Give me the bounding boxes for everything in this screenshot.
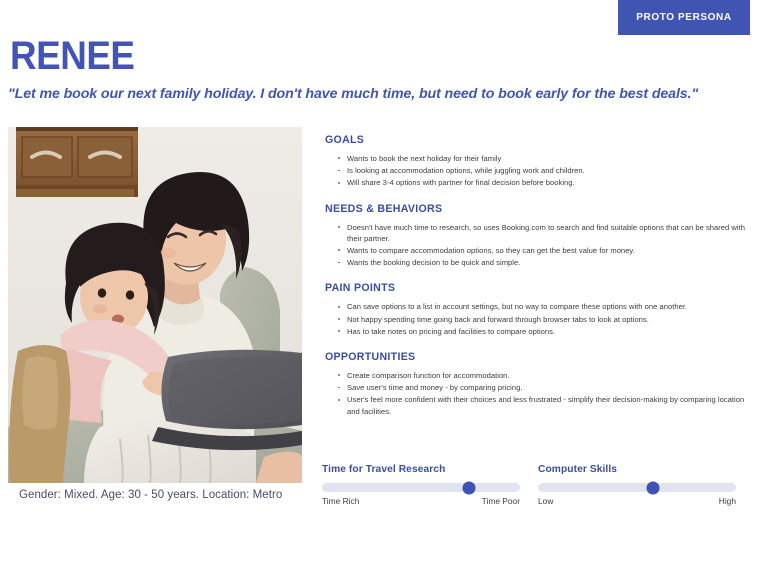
persona-photo	[8, 127, 302, 483]
persona-name: RENEE	[10, 34, 135, 78]
bullet-dot-icon	[338, 226, 340, 228]
persona-demographics: Gender: Mixed. Age: 30 - 50 years. Location: Metro	[19, 489, 283, 501]
section-goals-list	[325, 153, 755, 189]
section-pain-points-title: PAIN POINTS	[325, 282, 396, 295]
bullet-dot-icon	[338, 170, 340, 172]
persona-sliders	[322, 464, 742, 506]
slider-time-for-travel-research-title: Time for Travel Research	[322, 464, 446, 475]
bullet-dot-icon	[338, 387, 340, 389]
section-goals-title: GOALS	[325, 134, 365, 146]
list-item-text: Will share 3-4 options with partner for final decision before booking.	[347, 178, 575, 188]
slider-time-for-travel-research-track[interactable]	[322, 483, 520, 492]
list-item-text: User's feel more confident with their choices and less frustrated - simplify their decision-making by comparing location and facilities.	[347, 395, 745, 416]
slider-computer-skills-title: Computer Skills	[538, 464, 618, 475]
section-goals	[325, 134, 755, 189]
persona-photo-illustration	[8, 127, 302, 483]
list-item-text: Doesn't have much time to research, so uses Booking.com to search and find suitable options that can be shared with their partner.	[347, 222, 746, 243]
slider-left-label: Low	[538, 496, 554, 506]
list-item-text: Can save options to a list in account settings, but no way to compare these options with one another.	[347, 302, 688, 312]
bullet-dot-icon	[338, 306, 340, 308]
slider-right-label: High	[718, 496, 736, 506]
list-item	[325, 165, 755, 176]
bullet-dot-icon	[338, 330, 340, 332]
section-opportunities	[325, 351, 755, 417]
section-needs-and-behaviors	[325, 203, 755, 269]
list-item	[325, 301, 755, 312]
list-item	[325, 177, 755, 188]
proto-persona-badge-label: PROTO PERSONA	[636, 12, 732, 23]
slider-computer-skills-thumb[interactable]	[646, 481, 659, 494]
section-opportunities-list	[325, 370, 755, 417]
slider-computer-skills-labels	[538, 496, 736, 506]
bullet-dot-icon	[338, 399, 340, 401]
section-needs-and-behaviors-title: NEEDS & BEHAVIORS	[325, 202, 443, 215]
list-item-text: Wants to book the next holiday for their family	[347, 154, 502, 163]
list-item	[325, 326, 755, 337]
bullet-dot-icon	[338, 318, 340, 320]
section-pain-points	[325, 282, 755, 337]
slider-time-for-travel-research-thumb[interactable]	[462, 481, 475, 494]
list-item	[325, 257, 755, 268]
bullet-dot-icon	[338, 157, 340, 159]
bullet-dot-icon	[338, 374, 340, 376]
slider-computer-skills-track[interactable]	[538, 483, 736, 492]
slider-left-label: Time Rich	[322, 496, 360, 506]
list-item	[325, 314, 755, 325]
slider-time-for-travel-research-labels	[322, 496, 520, 506]
slider-computer-skills	[538, 464, 736, 506]
section-opportunities-title: OPPORTUNITIES	[325, 351, 416, 364]
list-item-text: Create comparison function for accommodation.	[347, 371, 510, 381]
section-needs-and-behaviors-list	[325, 222, 755, 269]
persona-details-column	[325, 134, 755, 418]
list-item-text: Is looking at accommodation options, while juggling work and children.	[347, 166, 585, 176]
section-pain-points-list	[325, 301, 755, 337]
list-item-text: Not happy spending time going back and forward through browser tabs to look at options.	[347, 314, 649, 324]
list-item	[325, 382, 755, 393]
list-item	[325, 153, 755, 164]
list-item	[325, 394, 755, 416]
proto-persona-badge	[618, 0, 750, 35]
slider-right-label: Time Poor	[481, 496, 520, 506]
list-item-text: Wants the booking decision to be quick and simple.	[347, 258, 521, 268]
list-item-text: Has to take notes on pricing and facilities to compare options.	[347, 326, 556, 336]
bullet-dot-icon	[338, 249, 340, 251]
persona-quote: "Let me book our next family holiday. I don't have much time, but need to book early for the best deals."	[8, 86, 699, 102]
list-item-text: Wants to compare accommodation options, so they can get the best value for money.	[347, 246, 635, 256]
bullet-dot-icon	[338, 182, 340, 184]
bullet-dot-icon	[338, 262, 340, 264]
list-item	[325, 222, 755, 244]
list-item	[325, 370, 755, 381]
list-item	[325, 245, 755, 256]
list-item-text: Save user's time and money - by comparing pricing.	[347, 383, 523, 393]
slider-time-for-travel-research	[322, 464, 520, 506]
